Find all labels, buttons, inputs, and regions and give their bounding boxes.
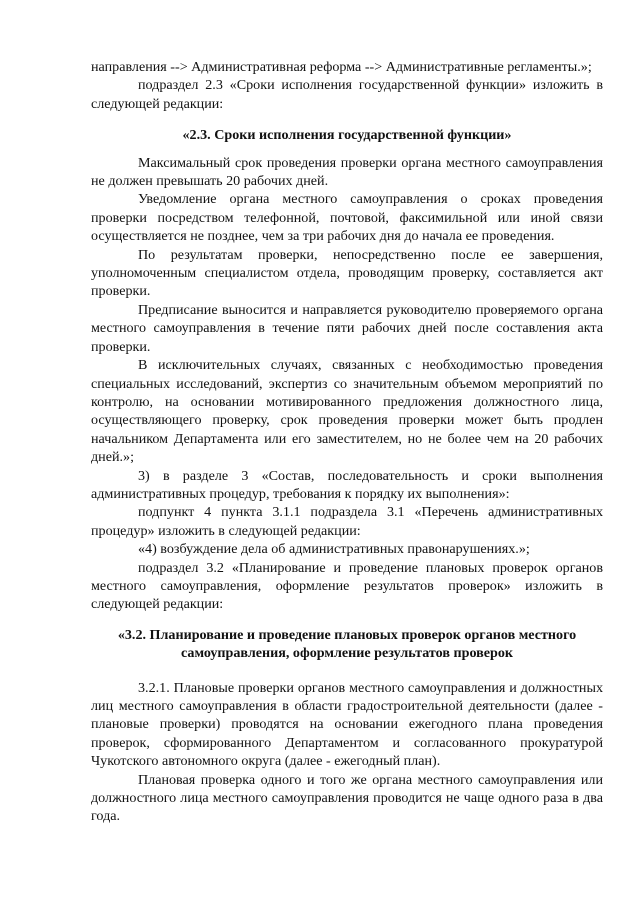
paragraph-notification: Уведомление органа местного самоуправления о сроках проведения проверки посредством телефонной, почтовой, факсимильной или иной связи осуществляется не позднее, чем за три рабочих дня до начала ее проведения. (91, 191, 603, 245)
paragraph-section-3: 3) в разделе 3 «Состав, последовательность и сроки выполнения административных процедур, требования к порядку их выполнения»: (91, 467, 603, 502)
paragraph-prescription: Предписание выносится и направляется руководителю проверяемого органа местного самоуправления в течение пяти рабочих дней после составления акта проверки. (91, 301, 603, 355)
paragraph-frequency: Плановая проверка одного и того же органа местного самоуправления или должностного лица местного самоуправления проводится не чаще одного раза в два года. (91, 771, 603, 825)
heading-3-2-planning: «3.2. Планирование и проведение плановых проверок органов местного самоуправления, оформление результатов проверок (117, 626, 577, 662)
paragraph-max-term: Максимальный срок проведения проверки органа местного самоуправления не должен превышать 20 рабочих дней. (91, 154, 603, 190)
paragraph-admin-reform-path: направления --> Административная реформа --> Административные регламенты.»; (91, 59, 592, 75)
paragraph-subsection-2-3-intro: подраздел 2.3 «Сроки исполнения государственной функции» изложить в следующей редакции: (91, 77, 603, 112)
paragraph-item-4-text: «4) возбуждение дела об административных правонарушениях.»; (138, 541, 530, 558)
heading-2-3-deadlines: «2.3. Сроки исполнения государственной функции» (182, 127, 512, 144)
document-body (91, 58, 603, 826)
paragraph-exceptional-cases: В исключительных случаях, связанных с необходимостью проведения специальных исследований, экспертиз со значительным объемом мероприятий по контролю, на основании мотивированного предложения должностного лица, осуществляющего проверку, срок проведения проверки может быть продлен начальником Департамента или его заместителем, но не более чем на 20 рабочих дней.»; (91, 357, 603, 466)
paragraph-3-2-1: 3.2.1. Плановые проверки органов местного самоуправления и должностных лиц местного самоуправления в области градостроительной деятельности (далее - плановые проверки) проводятся на основании ежегодного плана проведения проверок, сформированного Департаментом и согласованного прокуратурой Чукотского автономного округа (далее - ежегодный план). (91, 679, 603, 770)
paragraph-subitem-4: подпункт 4 пункта 3.1.1 подраздела 3.1 «Перечень административных процедур» изложить в следующей редакции: (91, 504, 603, 539)
paragraph-subsection-3-2-intro: подраздел 3.2 «Планирование и проведение плановых проверок органов местного самоуправления, оформление результатов проверок» изложить в следующей редакции: (91, 559, 603, 613)
paragraph-inspection-act: По результатам проверки, непосредственно после ее завершения, уполномоченным специалистом отдела, проводящим проверку, составляется акт проверки. (91, 246, 603, 300)
